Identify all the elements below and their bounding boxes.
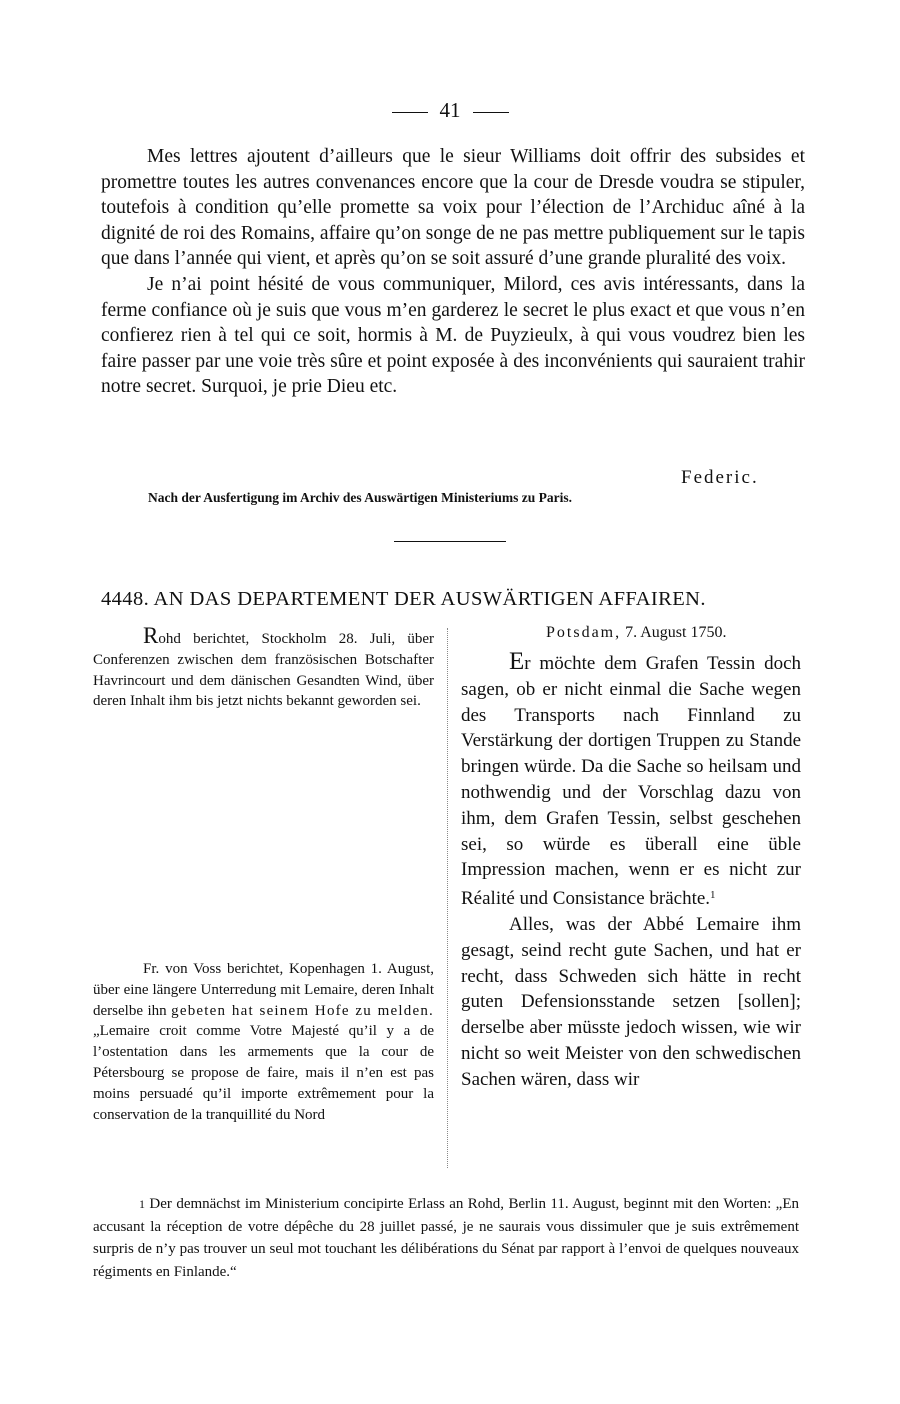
summary-rohd-report	[93, 623, 434, 712]
header-dash-left	[392, 112, 428, 113]
source-note: Nach der Ausfertigung im Archiv des Auswärtigen Ministeriums zu Paris.	[148, 490, 572, 505]
document-heading: 4448. AN DAS DEPARTEMENT DER AUSWÄRTIGEN AFFAIREN.	[101, 588, 706, 610]
reply-dropcap: E	[509, 648, 525, 675]
reply-paragraph-1	[461, 649, 801, 912]
place: Potsdam,	[546, 624, 622, 641]
summary-text-start: Fr. von Voss berichtet, Kopenhagen 1. August, über eine längere Unterredung mit Lemaire, deren Inhalt derselbe ihn	[93, 961, 434, 1019]
footnote	[93, 1193, 799, 1283]
summary-voss-report	[93, 959, 434, 1125]
summary-text-spaced: gebeten hat seinem Hofe zu melden.	[171, 1002, 434, 1019]
signature: Federic.	[681, 467, 759, 488]
footnote-mark: 1	[139, 1197, 145, 1211]
summary-text: ohd berichtet, Stockholm 28. Juli, über Conferenzen zwischen dem französischen Botschafter Havrincourt und dem dänischen Gesandten Wind, über deren Inhalt ihm bis jetzt nichts bekannt geworden sei.	[93, 631, 434, 710]
royal-reply	[461, 649, 801, 1093]
reply-text: r möchte dem Grafen Tessin doch sagen, ob er nicht einmal die Sache wegen des Transports nach Finnland zu Verstärkung der dortigen Truppen zu Stande bringen würde. Da die Sache so heilsam und nothwendig und der Vorschlag dazu von ihm, dem Grafen Tessin, selbst geschehen sei, so würde es überall eine üble Impression machen, wenn er es nicht zur Réalité und Consistance brächte.	[461, 653, 801, 910]
footnote-reference: 1	[710, 889, 716, 902]
date: 7. August 1750.	[625, 624, 727, 641]
summary-dropcap: R	[143, 623, 159, 648]
reply-paragraph-2: Alles, was der Abbé Lemaire ihm gesagt, seind recht gute Sachen, und hat er recht, dass Schweden sich hätte in recht guten Defensionsstande setzen [sollen]; derselbe aber müsste jedoch wissen, wie wir nicht so weit Meister von den schwedischen Sachen wären, dass wir	[461, 913, 801, 1090]
header-dash-right	[473, 112, 509, 113]
place-date-line	[546, 624, 726, 642]
column-divider	[447, 628, 448, 1168]
letter-paragraph: Mes lettres ajoutent d’ailleurs que le sieur Williams doit offrir des subsides et promettre toutes les autres convenances encore que la cour de Dresde voudra se stipuler, toutefois à condition qu’elle promette sa voix pour l’élection de l’Archiduc aîné à la dignité de roi des Romains, affaire qu’on songe de ne pas mettre publiquement sur le tapis que dans l’année qui vient, et après qu’on se soit assuré d’une grande pluralité des voix.	[101, 146, 805, 270]
section-separator	[394, 541, 506, 542]
summary-text-end: „Lemaire croit comme Votre Majesté qu’il y a de l’ostentation dans les armements que la cour de Pétersbourg se propose de faire, mais il n’en est pas moins persuadé qu’il importe extrêmement pour la conservation de la tranquillité du Nord	[93, 1023, 434, 1123]
letter-paragraph: Je n’ai point hésité de vous communiquer, Milord, ces avis intéressants, dans la ferme confiance où je suis que vous m’en garderez le secret le plus exact et que vous n’en confierez rien à tel qui ce soit, hormis à M. de Puyzieulx, à qui vous voudrez bien les faire passer par une voie très sûre et point exposée à des inconvénients qui sauraient trahir notre secret. Surquoi, je prie Dieu etc.	[101, 273, 805, 398]
footnote-text: Der demnächst im Ministerium concipirte Erlass an Rohd, Berlin 11. August, beginnt mit den Worten: „En accusant la réception de votre dépêche du 28 juillet passé, je ne saurais vous dissimuler que je suis extrêmement surpris de n’y pas trouver un seul mot touchant les délibérations du Sénat par rapport à l’envoi de quelques nouveaux régiments en Finlande.“	[93, 1196, 799, 1280]
letter-continuation	[101, 144, 805, 400]
page-number: 41	[439, 98, 461, 122]
page-number-header	[0, 98, 900, 123]
